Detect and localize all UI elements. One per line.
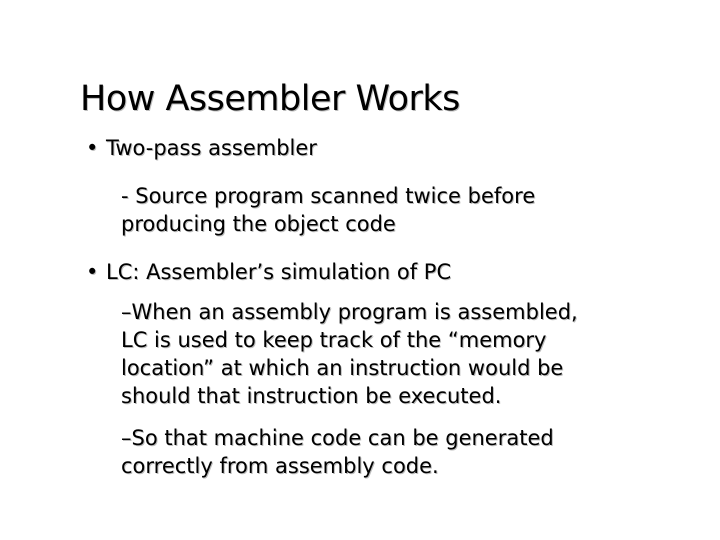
sub-item-source-program [121, 182, 641, 238]
bullet-marker: • [86, 136, 99, 160]
sub-item-machine-code [121, 424, 641, 480]
sub-item-line: –So that machine code can be generated [121, 426, 554, 450]
bullet-two-pass-assembler [86, 134, 317, 162]
sub-item-line: producing the object code [121, 212, 396, 236]
sub-item-line: should that instruction be executed. [121, 384, 502, 408]
bullet-text: LC: Assembler’s simulation of PC [106, 260, 452, 284]
sub-item-line: –When an assembly program is assembled, [121, 300, 578, 324]
slide-title: How Assembler Works [80, 79, 460, 119]
sub-item-line: correctly from assembly code. [121, 454, 439, 478]
bullet-text: Two-pass assembler [106, 136, 317, 160]
bullet-lc-simulation [86, 258, 451, 286]
sub-item-lc-tracking [121, 298, 641, 410]
sub-item-line: location” at which an instruction would be [121, 356, 564, 380]
sub-item-line: LC is used to keep track of the “memory [121, 328, 547, 352]
bullet-marker: • [86, 260, 99, 284]
sub-item-line: - Source program scanned twice before [121, 184, 536, 208]
